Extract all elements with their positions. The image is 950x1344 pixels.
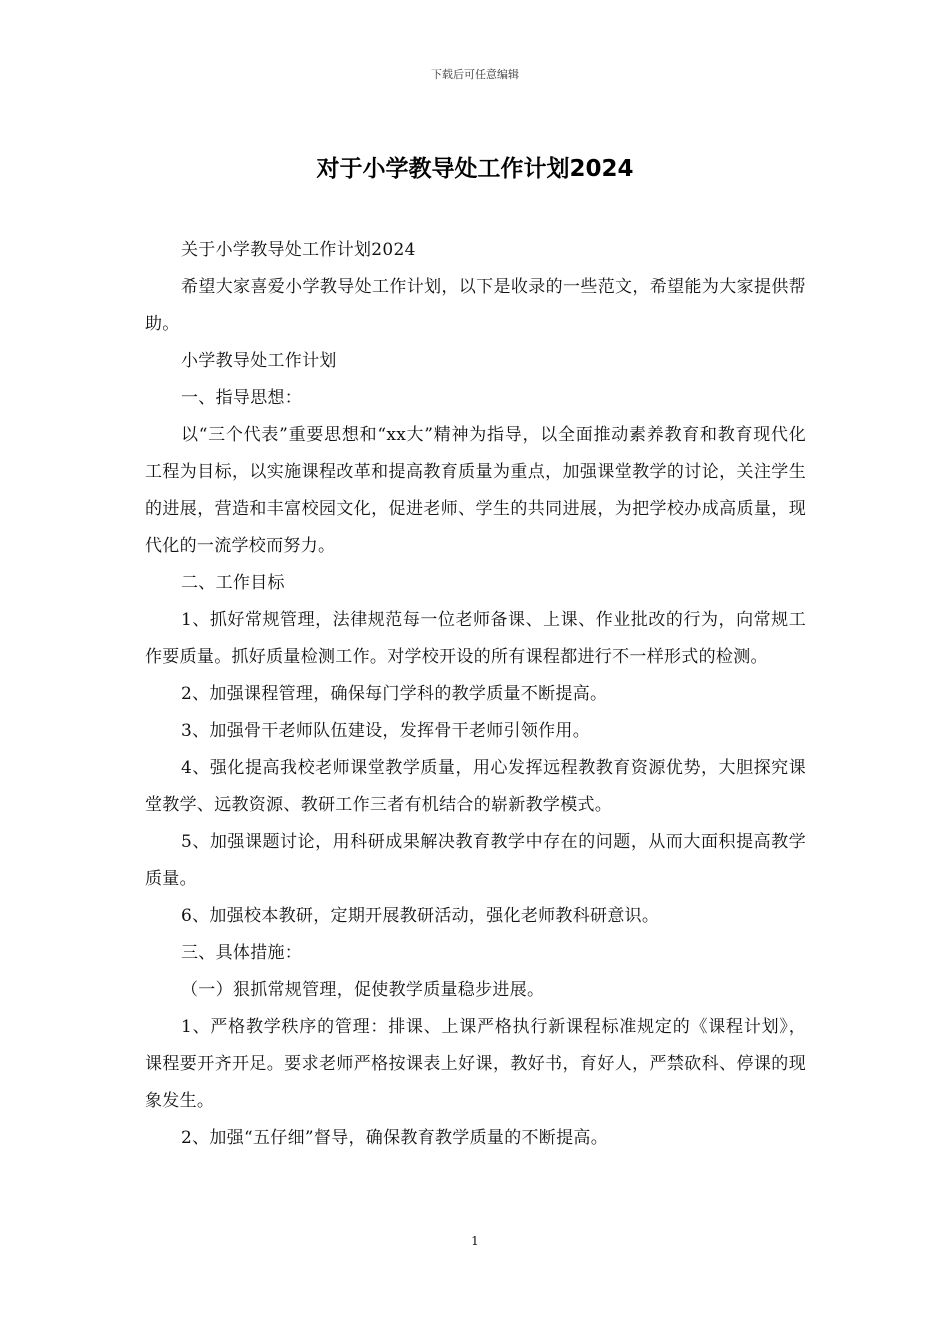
- paragraph: 5、加强课题讨论，用科研成果解决教育教学中存在的问题，从而大面积提高教学质量。: [145, 832, 806, 889]
- paragraph: 1、严格教学秩序的管理：排课、上课严格执行新课程标准规定的《课程计划》，课程要开齐开足。要求老师严格按课表上好课，教好书，育好人，严禁砍科、停课的现象发生。: [145, 1017, 806, 1111]
- paragraph: 三、具体措施：: [181, 943, 303, 963]
- paragraph: 关于小学教导处工作计划2024: [181, 240, 416, 260]
- paragraph: 小学教导处工作计划: [181, 351, 337, 371]
- paragraph: 一、指导思想：: [181, 388, 303, 408]
- paragraph: 2、加强课程管理，确保每门学科的教学质量不断提高。: [181, 684, 608, 704]
- paragraph: 二、工作目标: [181, 573, 285, 593]
- paragraph: 4、强化提高我校老师课堂教学质量，用心发挥远程教教育资源优势，大胆探究课堂教学、远教资源、教研工作三者有机结合的崭新教学模式。: [145, 758, 806, 815]
- paragraph: 1、抓好常规管理，法律规范每一位老师备课、上课、作业批改的行为，向常规工作要质量。抓好质量检测工作。对学校开设的所有课程都进行不一样形式的检测。: [145, 610, 806, 667]
- paragraph: 2、加强“五仔细”督导，确保教育教学质量的不断提高。: [181, 1128, 608, 1148]
- page-header-note: 下载后可任意编辑: [431, 68, 519, 81]
- paragraph: 6、加强校本教研，定期开展教研活动，强化老师教科研意识。: [181, 906, 660, 926]
- paragraph: 以“三个代表”重要思想和“xx大”精神为指导，以全面推动素养教育和教育现代化工程为目标，以实施课程改革和提高教育质量为重点，加强课堂教学的讨论，关注学生的进展，营造和丰富校园文化，促进老师、学生的共同进展，为把学校办成高质量，现代化的一流学校而努力。: [145, 425, 806, 556]
- paragraph: 希望大家喜爱小学教导处工作计划，以下是收录的一些范文，希望能为大家提供帮助。: [145, 277, 806, 334]
- document-title: 对于小学教导处工作计划2024: [316, 156, 634, 182]
- document-body: [145, 232, 806, 1157]
- page-number: 1: [471, 1234, 479, 1248]
- paragraph: （一）狠抓常规管理，促使教学质量稳步进展。: [181, 980, 545, 1000]
- paragraph: 3、加强骨干老师队伍建设，发挥骨干老师引领作用。: [181, 721, 591, 741]
